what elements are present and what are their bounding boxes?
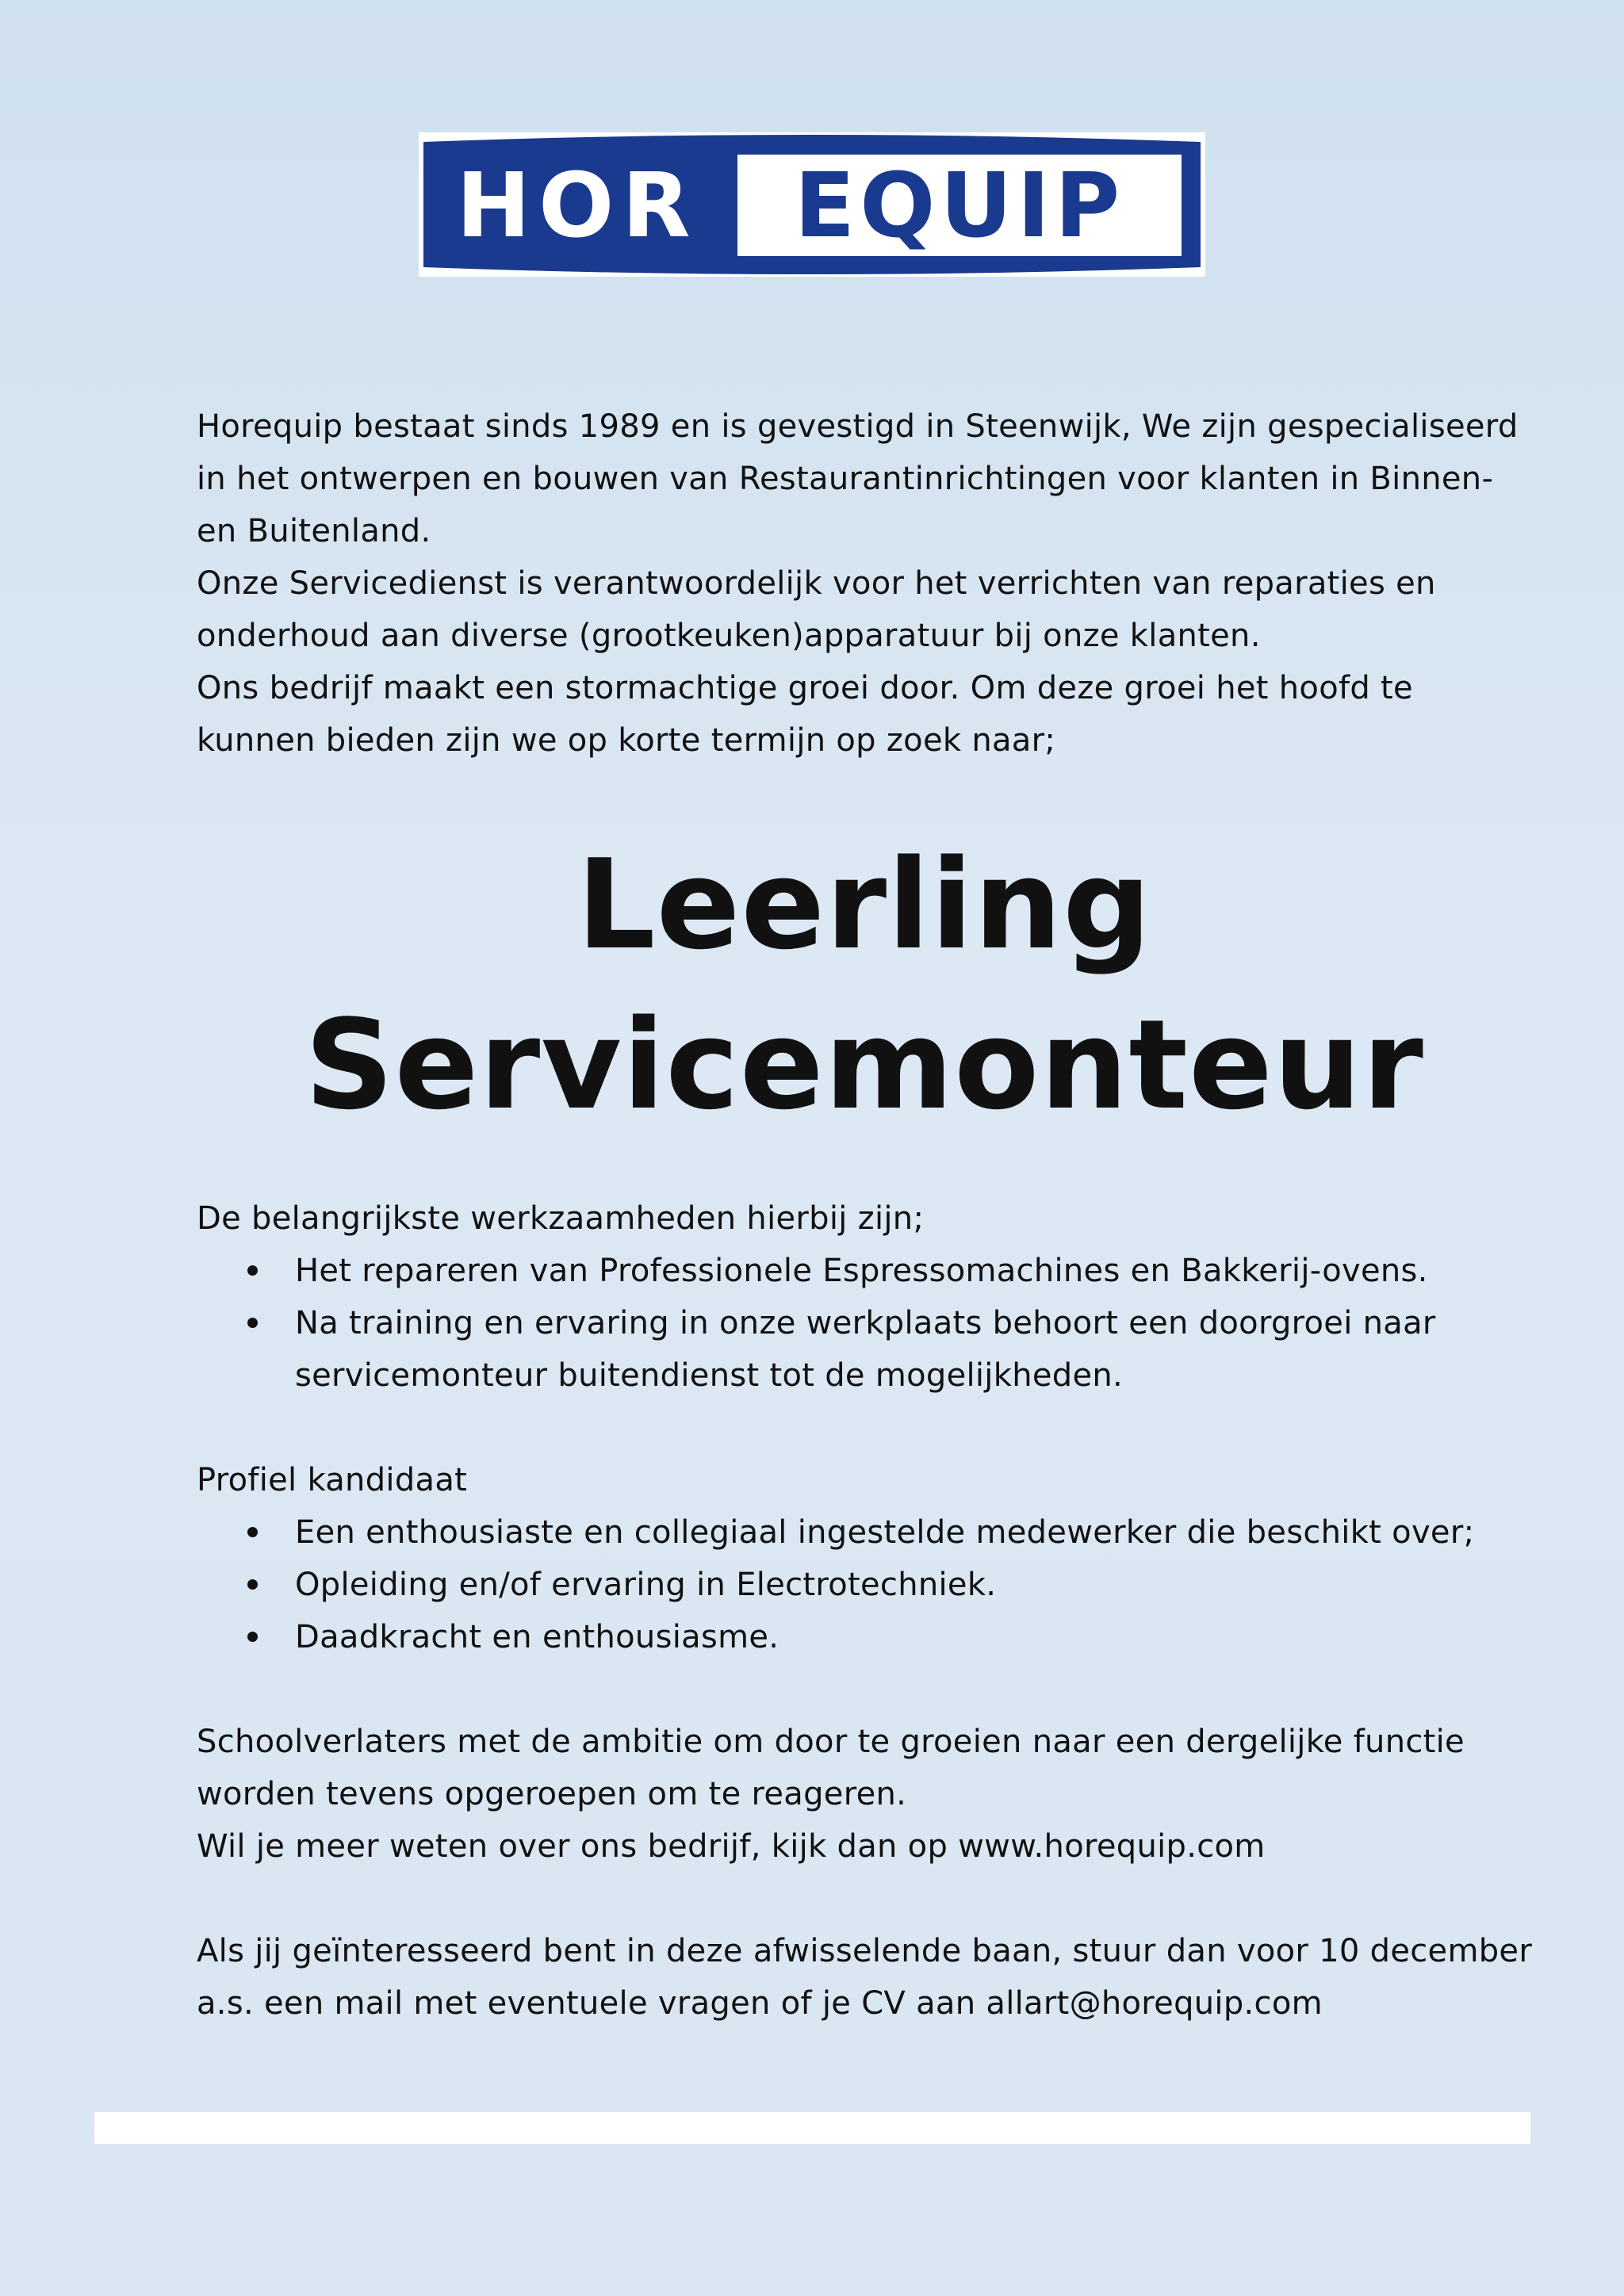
tasks-heading: De belangrijkste werkzaamheden hierbij zijn; [197, 1200, 925, 1237]
closing-section [197, 1716, 1545, 1873]
list-item [197, 1506, 1545, 1559]
list-item [197, 1245, 1545, 1297]
profile-text: Daadkracht en enthousiasme. [295, 1619, 779, 1655]
bullet-icon [247, 1265, 258, 1276]
logo-text-left: HOR [456, 155, 699, 258]
horequip-logo-graphic [419, 132, 1205, 277]
bullet-icon [247, 1579, 258, 1590]
tasks-list [197, 1245, 1545, 1402]
list-item [197, 1611, 1545, 1663]
task-text: Na training en ervaring in onze werkplaats behoort een doorgroei naar servicemonteur buitendienst tot de mogelijkheden. [295, 1305, 1436, 1394]
intro-text [197, 400, 1529, 767]
apply-section [197, 1925, 1545, 2030]
bullet-icon [247, 1632, 258, 1642]
school-leavers-text: Schoolverlaters met de ambitie om door te groeien naar een dergelijke functie worden tevens opgeroepen om te reageren. [197, 1724, 1465, 1812]
profile-heading: Profiel kandidaat [197, 1462, 468, 1498]
job-title [159, 825, 1570, 1145]
horequip-logo [419, 132, 1205, 277]
bullet-icon [247, 1527, 258, 1537]
job-title-line-1: Leerling [576, 832, 1152, 977]
list-item [197, 1297, 1545, 1402]
footer-divider [94, 2112, 1530, 2144]
profile-section [197, 1454, 1545, 1663]
task-text: Het repareren van Professionele Espressomachines en Bakkerij-ovens. [295, 1253, 1428, 1289]
job-title-line-2: Servicemonteur [304, 993, 1424, 1137]
website-text: Wil je meer weten over ons bedrijf, kijk dan op www.horequip.com [197, 1828, 1266, 1865]
logo-text-right: EQUIP [794, 155, 1125, 258]
list-item [197, 1559, 1545, 1611]
profile-text: Een enthousiaste en collegiaal ingestelde medewerker die beschikt over; [295, 1514, 1475, 1551]
tasks-section [197, 1192, 1545, 1402]
bullet-icon [247, 1318, 258, 1328]
intro-paragraph-service: Onze Servicedienst is verantwoordelijk voor het verrichten van reparaties en onderhoud aan diverse (grootkeuken)apparatuur bij onze klanten. [197, 565, 1436, 654]
intro-paragraph-company: Horequip bestaat sinds 1989 en is gevestigd in Steenwijk, We zijn gespecialiseerd in het ontwerpen en bouwen van Restaurantinrichtingen voor klanten in Binnen- en Buitenland. [197, 408, 1519, 549]
profile-list [197, 1506, 1545, 1663]
profile-text: Opleiding en/of ervaring in Electrotechniek. [295, 1567, 997, 1603]
intro-paragraph-growth: Ons bedrijf maakt een stormachtige groei door. Om deze groei het hoofd te kunnen bieden zijn we op korte termijn op zoek naar; [197, 670, 1413, 759]
apply-text: Als jij geïnteresseerd bent in deze afwisselende baan, stuur dan voor 10 december a.s. een mail met eventuele vragen of je CV aan allart@horequip.com [197, 1933, 1533, 2022]
